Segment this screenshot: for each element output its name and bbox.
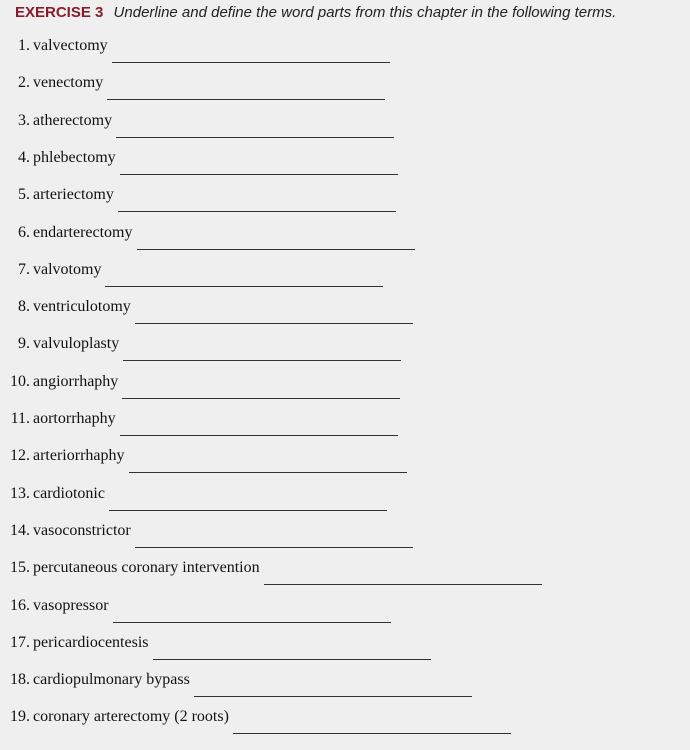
answer-blank[interactable] <box>135 547 413 548</box>
list-item <box>0 670 690 707</box>
answer-blank[interactable] <box>116 137 394 138</box>
item-term: atherectomy <box>33 111 113 129</box>
item-number: 18. <box>10 671 30 689</box>
list-item <box>0 334 690 371</box>
item-number: 12. <box>10 447 30 465</box>
answer-blank[interactable] <box>122 398 400 399</box>
answer-blank[interactable] <box>123 360 401 361</box>
item-term: arteriorrhaphy <box>33 447 125 465</box>
list-item <box>0 185 690 222</box>
item-term: coronary arterectomy (2 roots) <box>33 708 229 726</box>
list-item <box>0 409 690 446</box>
exercise-instructions: Underline and define the word parts from this chapter in the following terms. <box>113 4 617 21</box>
item-number: 11. <box>10 410 30 427</box>
list-item <box>0 36 690 73</box>
list-item <box>0 260 690 297</box>
answer-blank[interactable] <box>105 286 383 287</box>
answer-blank[interactable] <box>113 622 391 623</box>
answer-blank[interactable] <box>118 211 396 212</box>
item-number: 4. <box>18 148 30 166</box>
list-item <box>0 73 690 110</box>
exercise-label: EXERCISE 3 <box>15 4 104 21</box>
list-item <box>0 558 690 595</box>
item-number: 15. <box>10 559 30 577</box>
answer-blank[interactable] <box>153 659 431 660</box>
item-term: phlebectomy <box>33 148 116 166</box>
list-item <box>0 111 690 148</box>
item-number: 8. <box>18 298 30 316</box>
answer-blank[interactable] <box>194 696 472 697</box>
answer-blank[interactable] <box>135 323 413 324</box>
item-term: vasoconstrictor <box>33 521 131 539</box>
answer-blank[interactable] <box>120 174 398 175</box>
item-number: 1. <box>18 37 30 54</box>
list-item <box>0 297 690 334</box>
item-number: 7. <box>18 260 30 278</box>
item-term: valvectomy <box>33 37 108 54</box>
list-item <box>0 596 690 633</box>
item-term: endarterectomy <box>33 223 133 241</box>
item-term: angiorrhaphy <box>33 372 119 390</box>
answer-blank[interactable] <box>137 249 415 250</box>
item-number: 10. <box>10 372 30 390</box>
list-item <box>0 633 690 670</box>
answer-blank[interactable] <box>233 733 511 734</box>
answer-blank[interactable] <box>264 584 542 585</box>
list-item <box>0 148 690 185</box>
answer-blank[interactable] <box>129 472 407 473</box>
list-item <box>0 223 690 260</box>
list-item <box>0 446 690 483</box>
item-number: 3. <box>18 111 30 129</box>
item-term: percutaneous coronary intervention <box>33 559 260 577</box>
item-term: valvotomy <box>33 260 102 278</box>
list-item <box>0 484 690 521</box>
item-number: 19. <box>10 708 30 726</box>
item-term: arteriectomy <box>33 186 114 204</box>
item-term: vasopressor <box>33 596 109 614</box>
answer-blank[interactable] <box>109 510 387 511</box>
item-number: 9. <box>18 335 30 353</box>
item-number: 2. <box>18 74 30 92</box>
item-term: aortorrhaphy <box>33 410 116 427</box>
item-number: 16. <box>10 596 30 614</box>
item-term: pericardiocentesis <box>33 633 149 651</box>
item-term: venectomy <box>33 74 104 92</box>
item-number: 17. <box>10 633 30 651</box>
list-item <box>0 707 690 744</box>
answer-blank[interactable] <box>112 62 390 63</box>
item-number: 5. <box>18 186 30 204</box>
item-number: 14. <box>10 521 30 539</box>
item-term: valvuloplasty <box>33 335 120 353</box>
exercise-header <box>15 4 616 22</box>
list-item <box>0 372 690 409</box>
list-item <box>0 521 690 558</box>
item-term: ventriculotomy <box>33 298 131 316</box>
item-number: 13. <box>10 484 30 502</box>
answer-blank[interactable] <box>107 99 385 100</box>
answer-blank[interactable] <box>120 435 398 436</box>
item-term: cardiotonic <box>33 484 105 502</box>
item-number: 6. <box>18 223 30 241</box>
item-term: cardiopulmonary bypass <box>33 671 190 689</box>
